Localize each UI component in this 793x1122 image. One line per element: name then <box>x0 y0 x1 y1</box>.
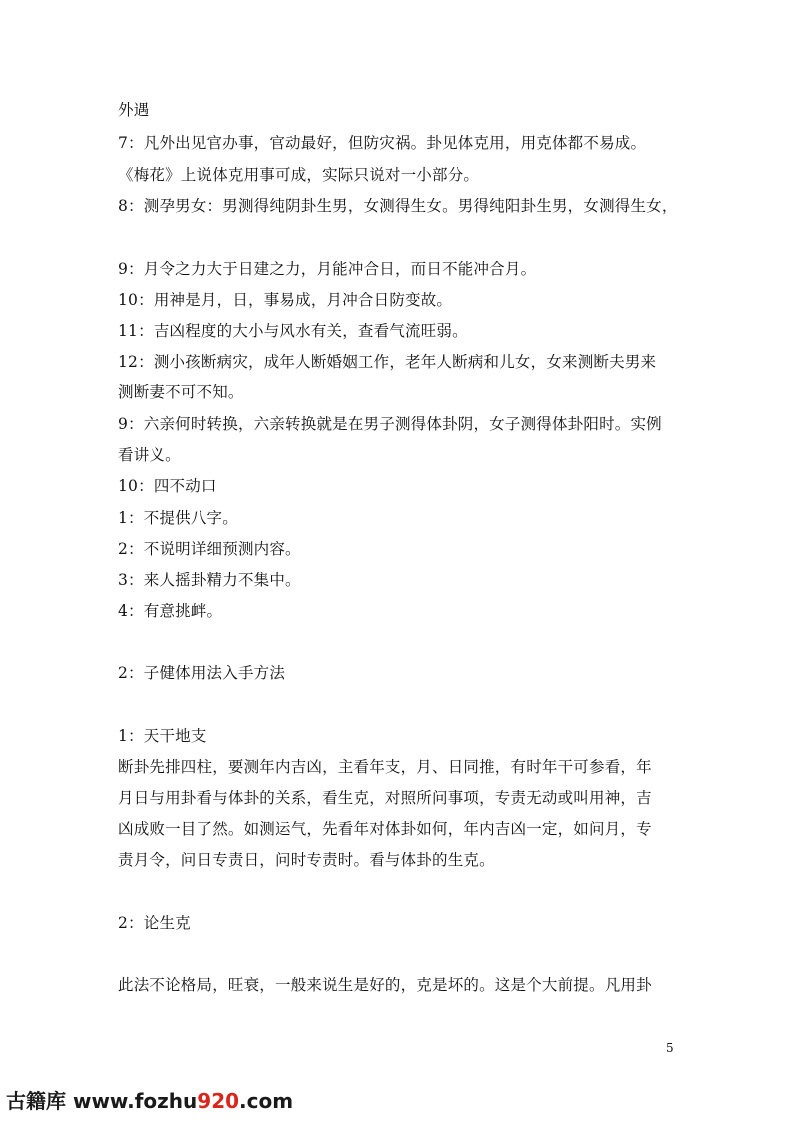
text-line: 8：测孕男女：男测得纯阴卦生男，女测得生女。男得纯阳卦生男，女测得生女， <box>118 197 678 215</box>
text-line: 12：测小孩断病灾，成年人断婚姻工作，老年人断病和儿女，女来测断夫男来 <box>118 353 657 371</box>
watermark-prefix: 古籍库 www.fozhu <box>6 1089 198 1113</box>
watermark-suffix: .com <box>239 1089 294 1113</box>
text-line: 外遇 <box>118 101 150 119</box>
text-line: 1：不提供八字。 <box>118 509 238 527</box>
page-number: 5 <box>666 1041 674 1055</box>
text-line: 9：月令之力大于日建之力，月能冲合日，而日不能冲合月。 <box>118 260 537 278</box>
text-line: 9：六亲何时转换，六亲转换就是在男子测得体卦阴，女子测得体卦阳时。实例 <box>118 415 662 433</box>
text-line: 月日与用卦看与体卦的关系，看生克，对照所问事项，专责无动或叫用神，吉 <box>118 789 652 807</box>
watermark-accent: 920 <box>197 1089 240 1113</box>
text-line: 责月令，问日专责日，问时专责时。看与体卦的生克。 <box>118 851 495 869</box>
site-watermark <box>6 1088 293 1114</box>
section-heading: 2：子健体用法入手方法 <box>118 664 286 682</box>
text-line: 看讲义。 <box>118 446 181 464</box>
text-line: 3：来人摇卦精力不集中。 <box>118 571 301 589</box>
text-line: 10：四不动口 <box>118 477 217 495</box>
text-line: 凶成败一目了然。如测运气，先看年对体卦如何，年内吉凶一定，如问月，专 <box>118 820 652 838</box>
text-line: 此法不论格局，旺衰，一般来说生是好的，克是坏的。这是个大前提。凡用卦 <box>118 976 652 994</box>
text-line: 断卦先排四柱，要测年内吉凶，主看年支，月、日同推，有时年干可参看，年 <box>118 758 652 776</box>
text-line: 2：不说明详细预测内容。 <box>118 540 301 558</box>
text-line: 10：用神是月，日，事易成，月冲合日防变故。 <box>118 291 453 309</box>
text-line: 测断妻不可不知。 <box>118 383 244 401</box>
text-line: 4：有意挑衅。 <box>118 602 223 620</box>
section-heading: 1：天干地支 <box>118 727 207 745</box>
section-heading: 2：论生克 <box>118 914 191 932</box>
text-line: 7：凡外出见官办事，官动最好，但防灾祸。卦见体克用，用克体都不易成。 <box>118 134 647 152</box>
text-line: 11：吉凶程度的大小与风水有关，查看气流旺弱。 <box>118 322 468 340</box>
text-line: 《梅花》上说体克用事可成，实际只说对一小部分。 <box>118 166 480 184</box>
